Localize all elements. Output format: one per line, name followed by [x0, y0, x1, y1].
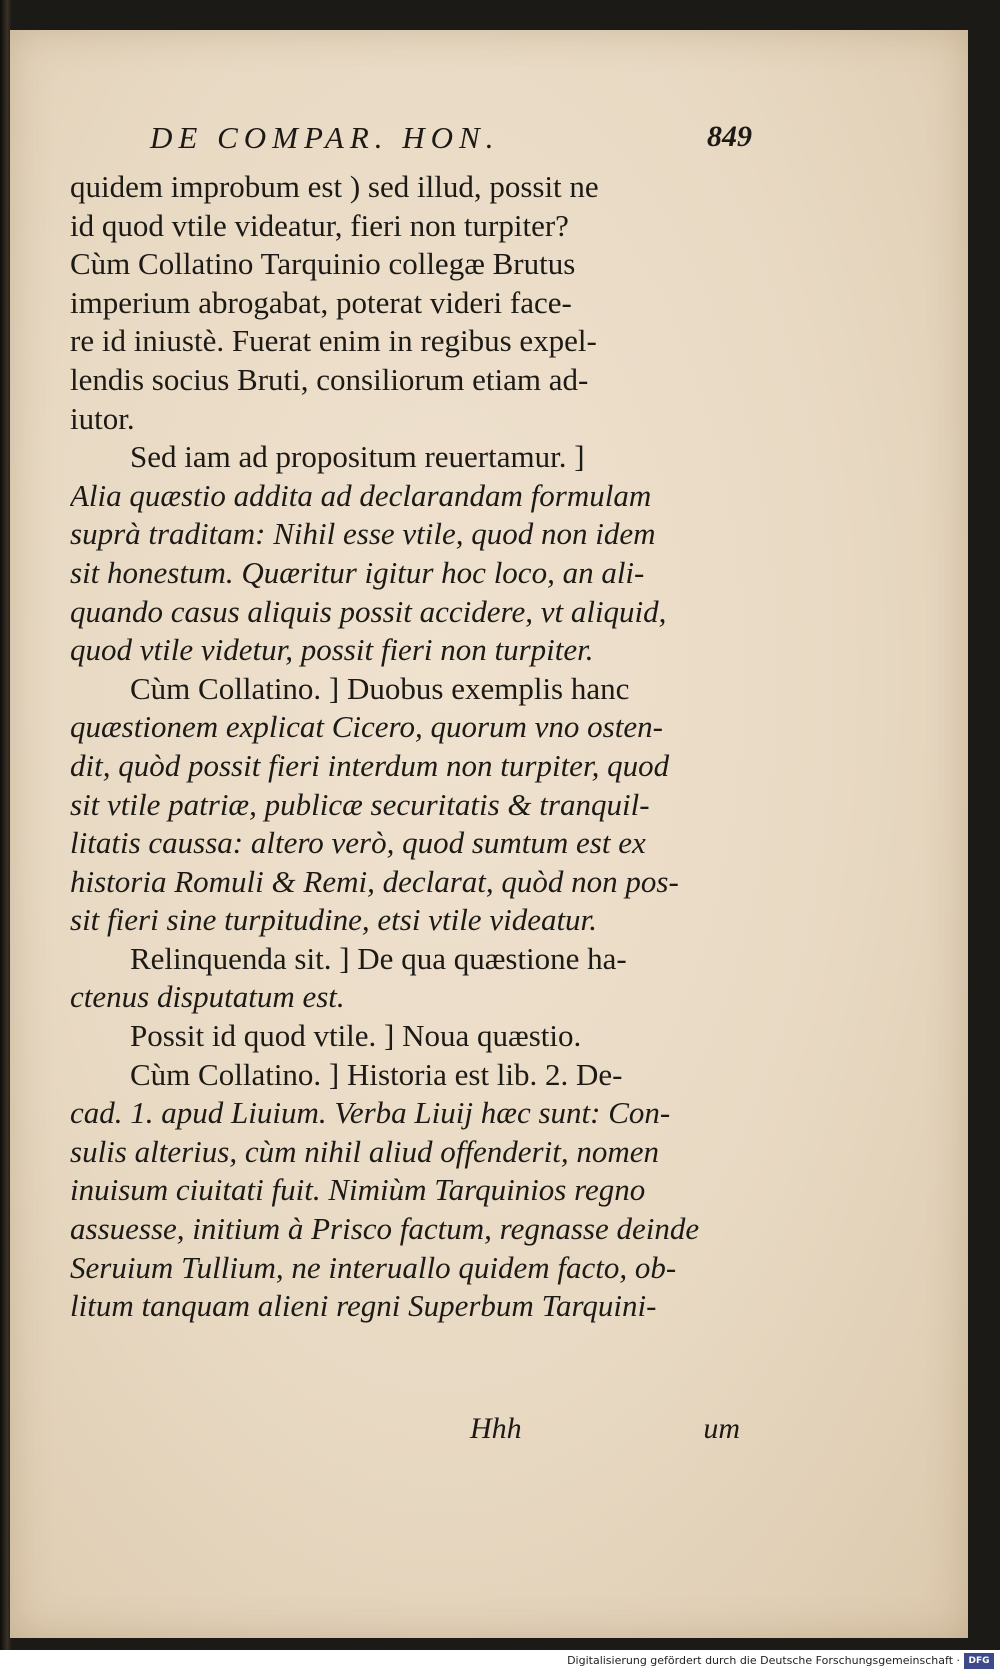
text-line: sit honestum. Quæritur igitur hoc loco, an ali-	[70, 554, 645, 590]
text-line: imperium abrogabat, poterat videri face-	[70, 284, 572, 320]
text-line: Alia quæstio addita ad declarandam formulam	[70, 477, 652, 513]
text-line: sit fieri sine turpitudine, etsi vtile videatur.	[70, 902, 597, 938]
text-line: Cùm Collatino. ] Historia est lib. 2. De-	[130, 1056, 623, 1092]
text-line: id quod vtile videatur, fieri non turpiter?	[70, 207, 569, 243]
text-line: historia Romuli & Remi, declarat, quòd non pos-	[70, 863, 679, 899]
text-line: assuesse, initium à Prisco factum, regnasse deinde	[70, 1211, 700, 1247]
text-line: quidem improbum est ) sed illud, possit ne	[70, 169, 599, 204]
text-line: litum tanquam alieni regni Superbum Tarquini-	[70, 1288, 657, 1324]
text-line: iutor.	[70, 400, 135, 436]
running-head: DE COMPAR. HON.	[150, 120, 500, 155]
text-line: quando casus aliquis possit accidere, vt aliquid,	[70, 593, 667, 629]
text-line: quod vtile videtur, possit fieri non turpiter.	[70, 632, 594, 668]
text-line: sulis alterius, cùm nihil aliud offenderit, nomen	[70, 1133, 659, 1169]
catchword-row	[70, 1412, 740, 1448]
dfg-credit-text: Digitalisierung gefördert durch die Deutsche Forschungsgemeinschaft ·	[567, 1654, 960, 1667]
text-line: Sed iam ad propositum reuertamur. ]	[130, 439, 585, 475]
text-line: sit vtile patriæ, publicæ securitatis & tranquil-	[70, 786, 650, 822]
text-line: quæstionem explicat Cicero, quorum vno osten-	[70, 709, 663, 745]
text-line: re id iniustè. Fuerat enim in regibus expel-	[70, 323, 597, 359]
text-line: suprà traditam: Nihil esse vtile, quod non idem	[70, 516, 656, 552]
text-line: Possit id quod vtile. ] Noua quæstio.	[130, 1018, 582, 1054]
footer-bar	[0, 1650, 1000, 1673]
body-text	[70, 168, 740, 1326]
text-line: Relinquenda sit. ] De qua quæstione ha-	[130, 940, 627, 976]
page-number: 849	[707, 120, 752, 153]
catchword: um	[703, 1412, 740, 1445]
text-line: Cùm Collatino Tarquinio collegæ Brutus	[70, 246, 576, 282]
text-line: ctenus disputatum est.	[70, 979, 345, 1015]
signature-mark: Hhh	[470, 1412, 522, 1445]
text-line: litatis caussa: altero verò, quod sumtum est ex	[70, 825, 646, 861]
text-line: inuisum ciuitati fuit. Nimiùm Tarquinios regno	[70, 1172, 646, 1208]
text-line: lendis socius Bruti, consiliorum etiam ad-	[70, 361, 589, 397]
text-line: Cùm Collatino. ] Duobus exemplis hanc	[130, 670, 630, 706]
text-line: dit, quòd possit fieri interdum non turpiter, quod	[70, 747, 670, 783]
text-line: cad. 1. apud Liuium. Verba Liuij hæc sunt: Con-	[70, 1095, 671, 1131]
text-line: Seruium Tullium, ne interuallo quidem facto, ob-	[70, 1249, 677, 1285]
dfg-logo-icon: DFG	[964, 1653, 994, 1669]
